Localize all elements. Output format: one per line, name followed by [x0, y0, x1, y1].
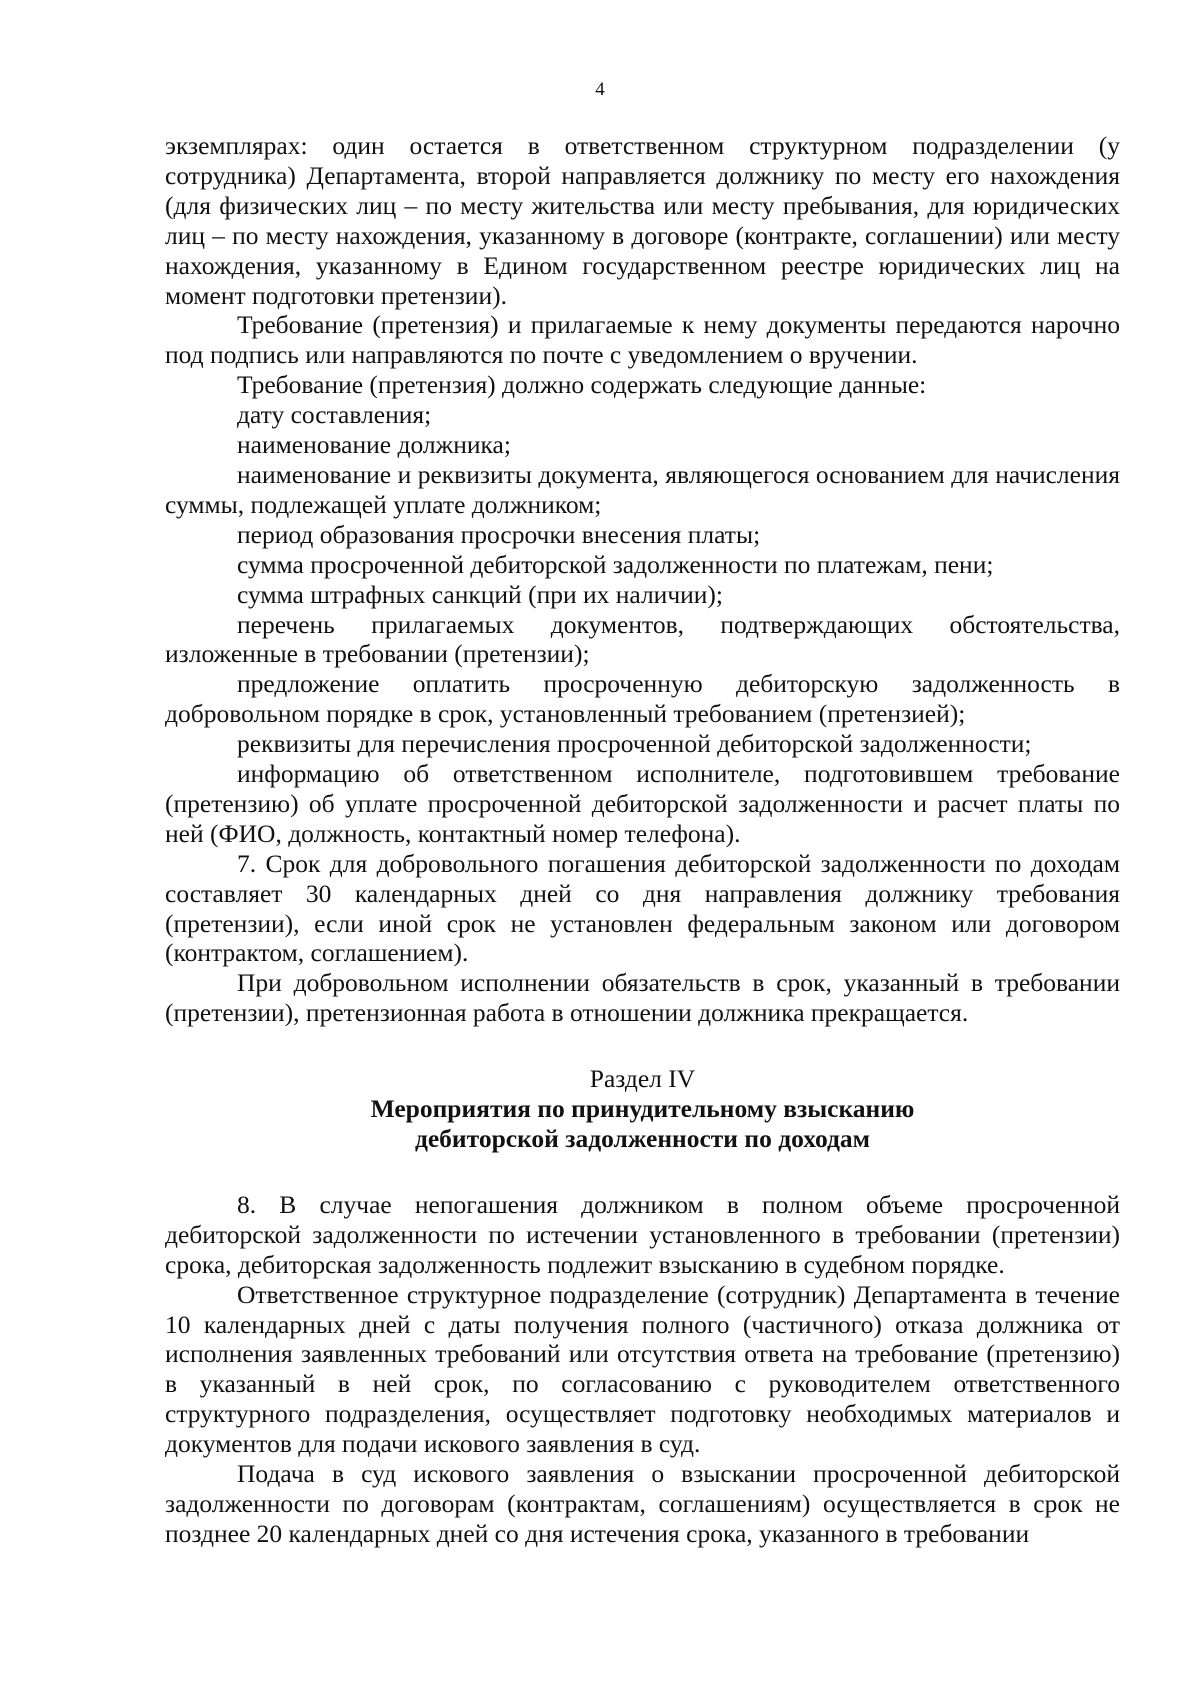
list-item: сумма просроченной дебиторской задолженности по платежам, пени; [237, 549, 994, 579]
spacer [165, 1154, 1120, 1190]
paragraph: При добровольном исполнении обязательств в срок, указанный в требовании (претензии), претензионная работа в отношении должника прекращается. [165, 968, 1120, 1028]
section-heading [165, 1064, 1120, 1154]
paragraph: Требование (претензия) и прилагаемые к нему документы передаются нарочно под подпись или направляются по почте с уведомлением о вручении. [165, 310, 1120, 370]
page-number: 4 [595, 79, 605, 100]
paragraph: 7. Срок для добровольного погашения дебиторской задолженности по доходам составляет 30 календарных дней со дня направления должнику требования (претензии), если иной срок не установлен федеральным законом или договором (контрактом, соглашением). [165, 848, 1120, 968]
list-item: наименование должника; [237, 430, 511, 460]
paragraph: Ответственное структурное подразделение (сотрудник) Департамента в течение 10 календарных дней с даты получения полного (частичного) отказа должника от исполнения заявленных требований или отсутствия ответа на требование (претензию) в указанный в ней срок, по согласованию с руководителем ответственного структурного подразделения, осуществляет подготовку необходимых материалов и документов для подачи искового заявления в суд. [165, 1279, 1120, 1459]
list-item: дату составления; [237, 400, 432, 430]
paragraph: экземплярах: один остается в ответственном структурном подразделении (у сотрудника) Департамента, второй направляется должнику по месту его нахождения (для физических лиц – по месту жительства или месту пребывания, для юридических лиц – по месту нахождения, указанному в договоре (контракте, соглашении) или месту нахождения, указанному в Едином государственном реестре юридических лиц на момент подготовки претензии). [165, 131, 1120, 310]
section-title-line-1: Мероприятия по принудительному взысканию [370, 1094, 915, 1124]
list-item: перечень прилагаемых документов, подтверждающих обстоятельства, изложенные в требовании (претензии); [165, 609, 1120, 669]
list-item: наименование и реквизиты документа, являющегося основанием для начисления суммы, подлежащей уплате должником; [165, 459, 1120, 519]
paragraph: 8. В случае непогашения должником в полном объеме просроченной дебиторской задолженности по истечении установленного в требовании (претензии) срока, дебиторская задолженность подлежит взысканию в судебном порядке. [165, 1189, 1120, 1279]
document-body [165, 131, 1120, 1549]
spacer [165, 1028, 1120, 1064]
list-item: информацию об ответственном исполнителе, подготовившем требование (претензию) об уплате просроченной дебиторской задолженности и расчет платы по ней (ФИО, должность, контактный номер телефона). [165, 759, 1120, 848]
section-label: Раздел IV [589, 1064, 696, 1094]
list-item: период образования просрочки внесения платы; [237, 519, 761, 549]
section-title-line-2: дебиторской задолженности по доходам [414, 1124, 871, 1153]
list-item: предложение оплатить просроченную дебиторскую задолженность в добровольном порядке в срок, установленный требованием (претензией); [165, 669, 1120, 729]
paragraph: Требование (претензия) должно содержать следующие данные: [237, 370, 927, 400]
list-item: реквизиты для перечисления просроченной дебиторской задолженности; [237, 729, 1032, 759]
list-item: сумма штрафных санкций (при их наличии); [237, 579, 724, 609]
paragraph: Подача в суд искового заявления о взыскании просроченной дебиторской задолженности по договорам (контрактам, соглашениям) осуществляется в срок не позднее 20 календарных дней со дня истечения срока, указанного в требовании [165, 1459, 1120, 1548]
